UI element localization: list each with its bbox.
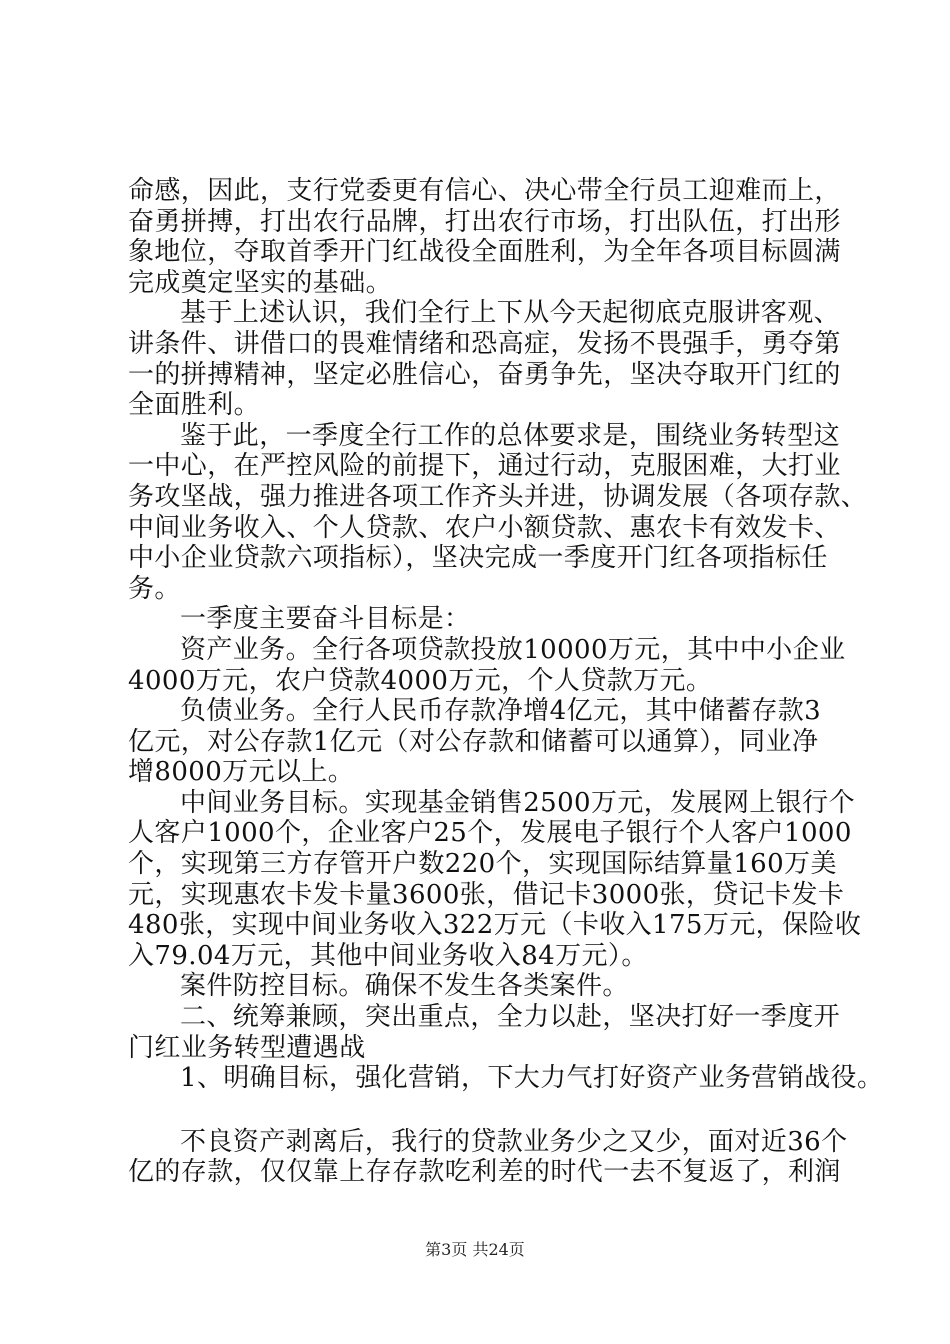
- text-line: 中小企业贷款六项指标），坚决完成一季度开门红各项指标任: [128, 543, 828, 574]
- text-line: 不良资产剥离后，我行的贷款业务少之又少，面对近36个: [180, 1126, 848, 1157]
- text-line: 中间业务目标。实现基金销售2500万元，发展网上银行个: [180, 787, 855, 818]
- text-line: 命感，因此，支行党委更有信心、决心带全行员工迎难而上，: [128, 176, 841, 206]
- text-line: 增8000万元以上。: [128, 757, 355, 788]
- text-line: 奋勇拼搏，打出农行品牌，打出农行市场，打出队伍，打出形: [128, 206, 841, 237]
- text-line: 案件防控目标。确保不发生各类案件。: [180, 971, 629, 1002]
- text-line: 务。: [128, 573, 181, 604]
- text-line: 负债业务。全行人民币存款净增4亿元，其中储蓄存款3: [180, 696, 822, 727]
- page-number-footer: 第3页 共24页: [425, 1240, 525, 1259]
- text-line: 讲条件、讲借口的畏难情绪和恐高症，发扬不畏强手，勇夺第: [128, 328, 841, 359]
- text-line: 4000万元，农户贷款4000万元，个人贷款万元。: [128, 665, 713, 696]
- text-line: 二、统筹兼顾，突出重点，全力以赴，坚决打好一季度开: [180, 1002, 841, 1033]
- text-line: 元，实现惠农卡发卡量3600张，借记卡3000张，贷记卡发卡: [128, 879, 845, 910]
- text-line: 亿元，对公存款1亿元（对公存款和储蓄可以通算），同业净: [128, 726, 819, 757]
- text-line: 入79.04万元，其他中间业务收入84万元）。: [128, 940, 648, 971]
- text-line: 象地位，夺取首季开门红战役全面胜利，为全年各项目标圆满: [128, 237, 841, 268]
- text-line: 一季度主要奋斗目标是：: [180, 604, 471, 635]
- text-line: 个，实现第三方存管开户数220个，实现国际结算量160万美: [128, 849, 837, 880]
- text-line: 全面胜利。: [128, 390, 261, 421]
- text-line: 鉴于此，一季度全行工作的总体要求是，围绕业务转型这: [180, 420, 841, 451]
- text-line: 门红业务转型遭遇战: [128, 1032, 366, 1063]
- text-line: 资产业务。全行各项贷款投放10000万元，其中中小企业: [180, 634, 846, 665]
- text-line: 一的拼搏精神，坚定必胜信心，奋勇争先，坚决夺取开门红的: [128, 359, 841, 390]
- text-line: 亿的存款，仅仅靠上存存款吃利差的时代一去不复返了，利润: [128, 1157, 841, 1188]
- body-text: [128, 176, 884, 1188]
- text-line: 务攻坚战，强力推进各项工作齐头并进，协调发展（各项存款、: [128, 481, 868, 512]
- text-line: 中间业务收入、个人贷款、农户小额贷款、惠农卡有效发卡、: [128, 512, 841, 543]
- text-line: 一中心，在严控风险的前提下，通过行动，克服困难，大打业: [128, 451, 841, 482]
- text-line: 480张，实现中间业务收入322万元（卡收入175万元，保险收: [128, 910, 862, 941]
- text-line: 1、明确目标，强化营销，下大力气打好资产业务营销战役。: [180, 1063, 884, 1094]
- text-line: 基于上述认识，我们全行上下从今天起彻底克服讲客观、: [180, 298, 841, 329]
- text-line: 完成奠定坚实的基础。: [128, 267, 393, 298]
- text-line: 人客户1000个，企业客户25个，发展电子银行个人客户1000: [128, 818, 852, 849]
